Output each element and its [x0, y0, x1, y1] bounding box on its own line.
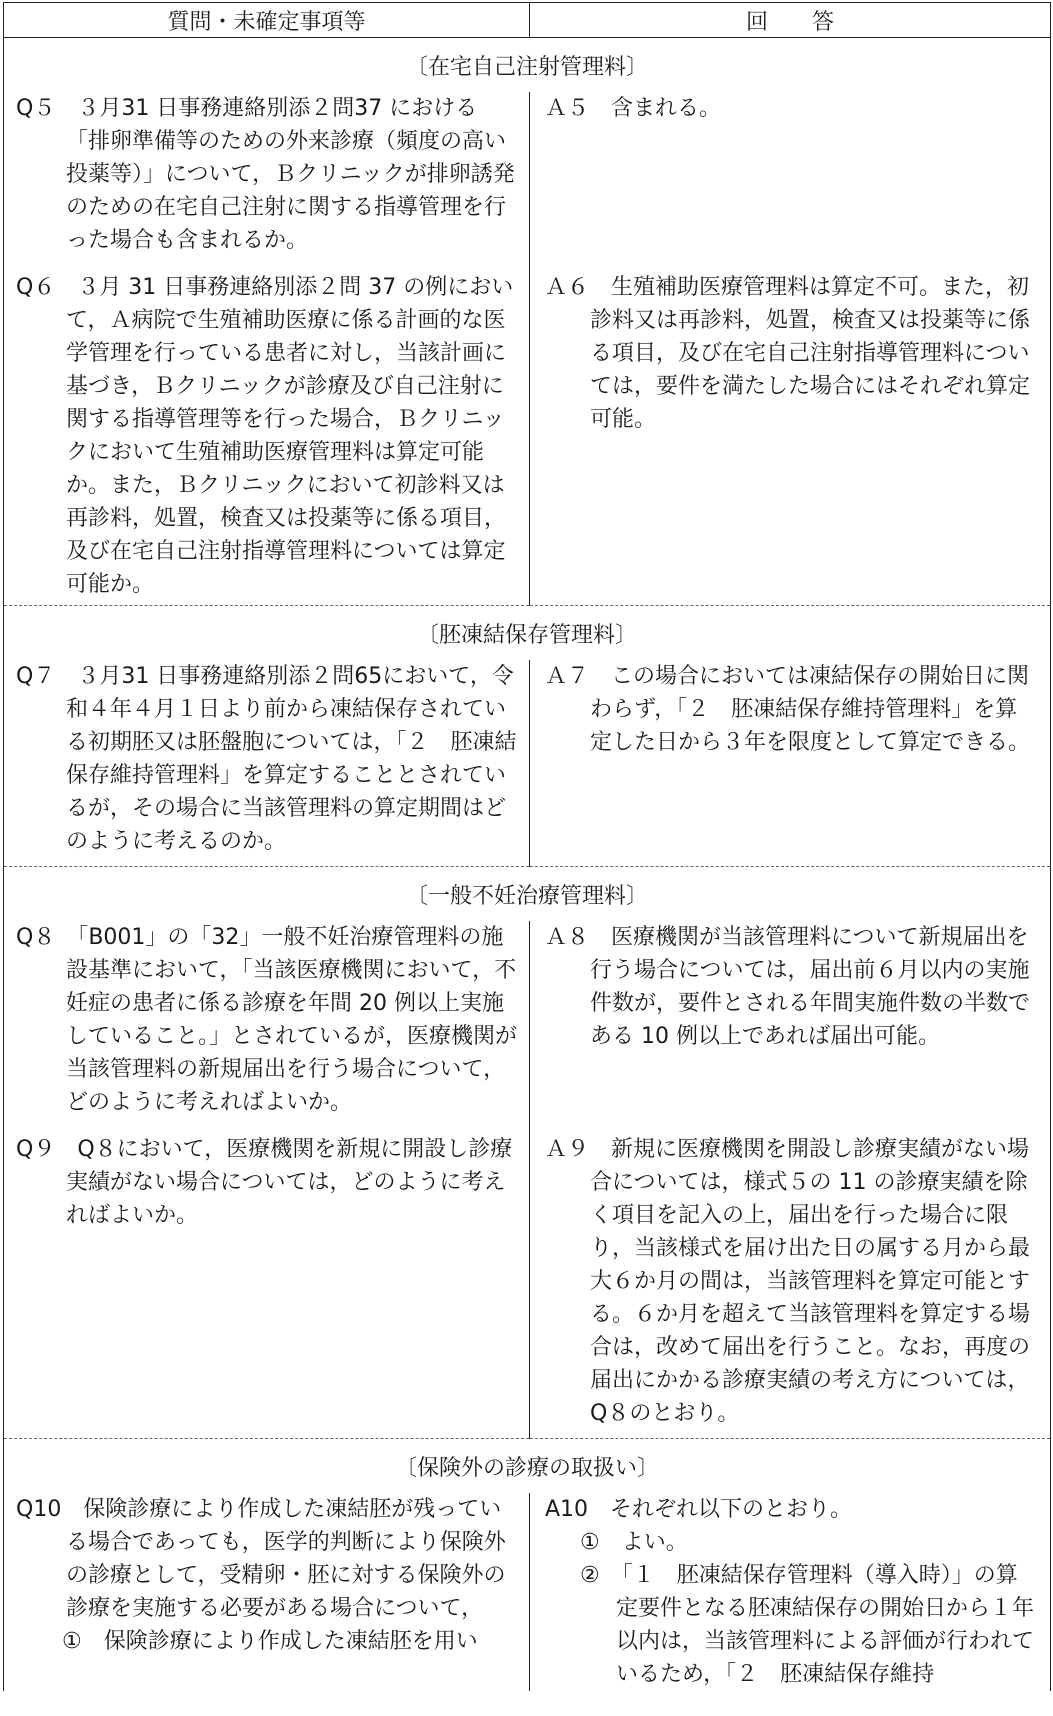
table-row — [4, 271, 1051, 606]
question-column-header: 質問・未確定事項等 — [4, 3, 530, 38]
answer-10-item-2: ② 「１ 胚凍結保存管理料（導入時）」の算定要件となる胚凍結保存の開始日から１年以内は，当該管理料による評価が行われているため，「２ 胚凍結保存維持 — [580, 1563, 1035, 1687]
answer-5: Ａ５ 含まれる。 — [545, 96, 722, 121]
table-row — [4, 921, 1051, 1133]
answer-9: Ａ９ 新規に医療機関を開設し診療実績がない場合については，様式５の 11 の診療実績を除く項目を記入の上，届出を行った場合に限り，当該様式を届け出た日の属する月から最大６か月の間は，当該管理料を算定可能とする。６か月を超えて当該管理料を算定する場合は，改めて届出を行うこと。なお，再度の届出にかかる診療実績の考え方については，Q８のとおり。 — [545, 1137, 1031, 1426]
question-10: Q10 保険診療により作成した凍結胚が残っている場合であっても，医学的判断により保険外の診療として，受精卵・胚に対する保険外の診療を実施する必要がある場合について， — [16, 1497, 506, 1621]
answer-10-item-1: ① よい。 — [580, 1530, 688, 1555]
table-row — [4, 660, 1051, 867]
answer-10: A10 それぞれ以下のとおり。 — [545, 1497, 853, 1522]
section-heading-non-insured: 〔保険外の診療の取扱い〕 — [4, 1439, 1051, 1494]
answer-8: Ａ８ 医療機関が当該管理料について新規届出を行う場合については，届出前６月以内の実施件数が，要件とされる年間実施件数の半数である 10 例以上であれば届出可能。 — [545, 925, 1031, 1049]
answer-7: Ａ７ この場合においては凍結保存の開始日に関わらず，「２ 胚凍結保存維持管理料」を算定した日から３年を限度として算定できる。 — [545, 664, 1031, 755]
section-row — [4, 606, 1051, 661]
question-7: Q７ ３月31 日事務連絡別添２問65において，令和４年４月１日より前から凍結保存されている初期胚又は胚盤胞については，「２ 胚凍結保存維持管理料」を算定することとされているが，その場合に当該管理料の算定期間はどのように考えるのか。 — [16, 664, 517, 854]
qa-table — [3, 2, 1051, 1691]
question-8: Q８ 「B001」の「32」一般不妊治療管理料の施設基準において，「当該医療機関において，不妊症の患者に係る診療を年間 20 例以上実施していること。」とされているが，医療機関が当該管理料の新規届出を行う場合について，どのように考えればよいか。 — [16, 925, 518, 1115]
question-6: Q６ ３月 31 日事務連絡別添２問 37 の例において，Ａ病院で生殖補助医療に係る計画的な医学管理を行っている患者に対し，当該計画に基づき，Ｂクリニックが診療及び自己注射に関する指導管理等を行った場合，Ｂクリニックにおいて生殖補助医療管理料は算定可能か。また，Ｂクリニックにおいて初診料又は再診料，処置，検査又は投薬等に係る項目，及び在宅自己注射指導管理料については算定可能か。 — [16, 275, 514, 597]
question-9: Q９ Q８において，医療機関を新規に開設し診療実績がない場合については，どのように考えればよいか。 — [16, 1137, 513, 1228]
table-row — [4, 1133, 1051, 1439]
table-row — [4, 92, 1051, 271]
table-row — [4, 1493, 1051, 1691]
section-heading-general-infertility: 〔一般不妊治療管理料〕 — [4, 867, 1051, 922]
section-heading-embryo-freezing: 〔胚凍結保存管理料〕 — [4, 606, 1051, 661]
answer-6: Ａ６ 生殖補助医療管理料は算定不可。また，初診料又は再診料，処置，検査又は投薬等に係る項目，及び在宅自己注射指導管理料については，要件を満たした場合にはそれぞれ算定可能。 — [545, 275, 1031, 432]
question-10-item-1: ① 保険診療により作成した凍結胚を用い — [62, 1629, 478, 1654]
section-heading-home-injection: 〔在宅自己注射管理料〕 — [4, 38, 1051, 93]
answer-column-header: 回 答 — [530, 3, 1051, 38]
question-5: Q５ ３月31 日事務連絡別添２問37 における「排卵準備等のための外来診療（頻度の高い投薬等）」について，Ｂクリニックが排卵誘発のための在宅自己注射に関する指導管理を行った場合も含まれるか。 — [16, 96, 515, 253]
section-row — [4, 38, 1051, 93]
table-header-row — [4, 3, 1051, 38]
section-row — [4, 1439, 1051, 1494]
section-row — [4, 867, 1051, 922]
